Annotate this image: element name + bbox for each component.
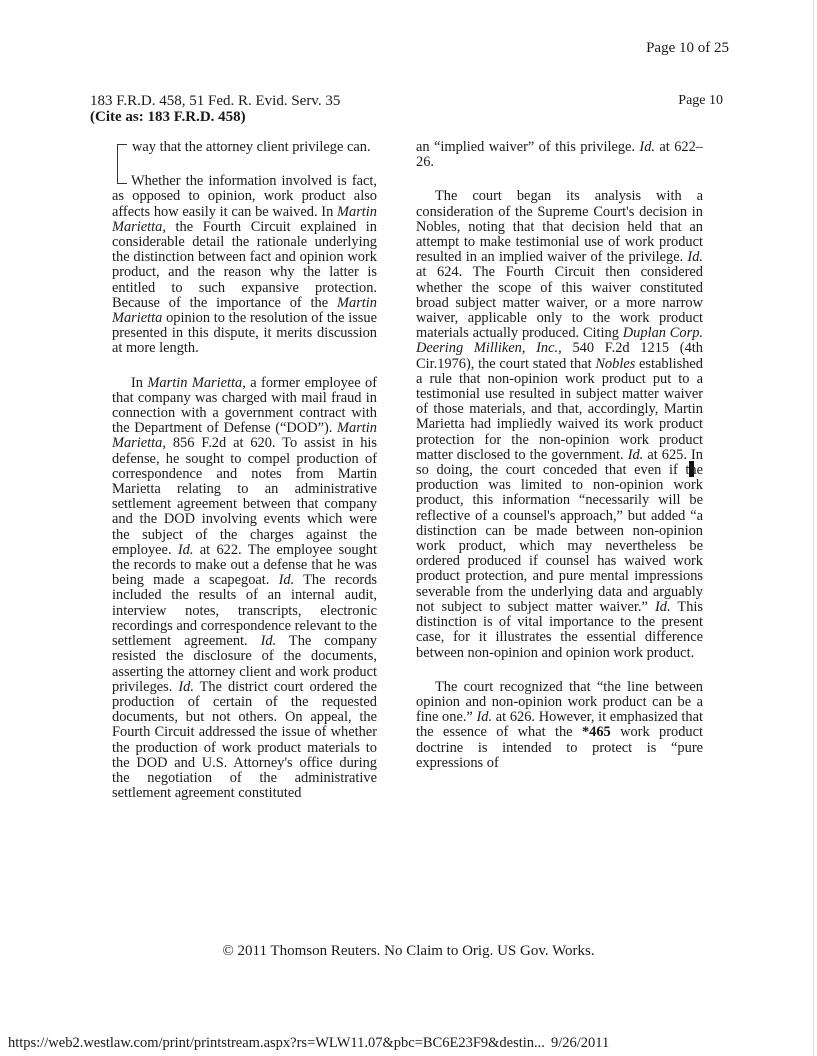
paragraph: The court recognized that “the line between opinion and non-opinion work product can be a fine one.” Id. at 626. However, it emphasized that the essence of what the *465 work product doctrine is intended to protect is “pure expressions of (416, 678, 703, 771)
paragraph: Whether the information involved is fact, as opposed to opinion, work product also affects how easily it can be waived. In Martin Marietta, the Fourth Circuit explained in considerable detail the rationale underlying the distinction between fact and opinion work product, and the reason why the latter is entitled to such expansive protection. Because of the importance of the Martin Marietta opinion to the resolution of the issue presented in this dispute, it merits discussion at more length. (112, 173, 377, 357)
left-column (112, 140, 377, 820)
page-edge (813, 0, 814, 1056)
print-footer (8, 1035, 609, 1052)
cite-as: (Cite as: 183 F.R.D. 458) (90, 109, 246, 125)
citation-block (90, 93, 340, 125)
print-date: 9/26/2011 (550, 1035, 610, 1051)
citation-reporter: 183 F.R.D. 458, 51 Fed. R. Evid. Serv. 35 (90, 93, 341, 109)
page-count: Page 10 of 25 (646, 40, 729, 56)
paragraph-continued: an “implied waiver” of this privilege. Id. at 622–26. (416, 139, 703, 171)
source-url: https://web2.westlaw.com/print/printstream.aspx?rs=WLW11.07&pbc=BC6E23F9&destin... (8, 1035, 545, 1051)
copyright-notice: © 2011 Thomson Reuters. No Claim to Orig. US Gov. Works. (222, 943, 595, 959)
page-label: Page 10 (678, 93, 723, 108)
paragraph-continued: way that the attorney client privilege can. (132, 139, 371, 155)
right-column (416, 140, 703, 790)
paragraph: The court began its analysis with a consideration of the Supreme Court's decision in Nobles, noting that that decision held that an attempt to make testimonial use of work product resulted in an implied waiver of the privilege. Id. at 624. The Fourth Circuit then considered whether the scope of this waiver constituted broad subject matter waiver, or a more narrow waiver, applicable only to the work product materials actually produced. Citing Duplan Corp. Deering Milliken, Inc., 540 F.2d 1215 (4th Cir.1976), the court stated that Nobles established a rule that non-opinion work product put to a testimonial use resulted in subject matter waiver of those materials, and that, accordingly, Martin Marietta had impliedly waived its work product protection for the non-opinion work product matter disclosed to the government. Id. at 625. In so doing, the court conceded that even if the production was limited to non-opinion work product, this information “necessarily will be reflective of a counsel's approach,” but added “a distinction can be made between non-opinion work product, which may nevertheless be ordered produced if counsel has waived work product protection, and pure mental impressions severable from the underlying data and arguably not subject to subject matter waiver.” Id. This distinction is of vital importance to the present case, for it illustrates the essential difference between non-opinion and opinion work product. (416, 188, 703, 661)
paragraph: In Martin Marietta, a former employee of that company was charged with mail fraud in connection with a government contract with the Department of Defense (“DOD”). Martin Marietta, 856 F.2d at 620. To assist in his defense, he sought to compel production of correspondence and notes from Martin Marietta relating to an administrative settlement agreement between that company and the DOD involving events which were the subject of the charges against the employee. Id. at 622. The employee sought the records to make out a defense that he was being made a scapegoat. Id. The records included the results of an internal audit, interview notes, transcripts, electronic recordings and correspondence relevant to the settlement agreement. Id. The company resisted the disclosure of the documents, asserting the attorney client and work product privileges. Id. The district court ordered the production of certain of the requested documents, but not others. On appeal, the Fourth Circuit addressed the issue of whether the production of work product materials to the DOD and U.S. Attorney's office during the negotiation of the administrative settlement agreement constituted (112, 374, 377, 802)
